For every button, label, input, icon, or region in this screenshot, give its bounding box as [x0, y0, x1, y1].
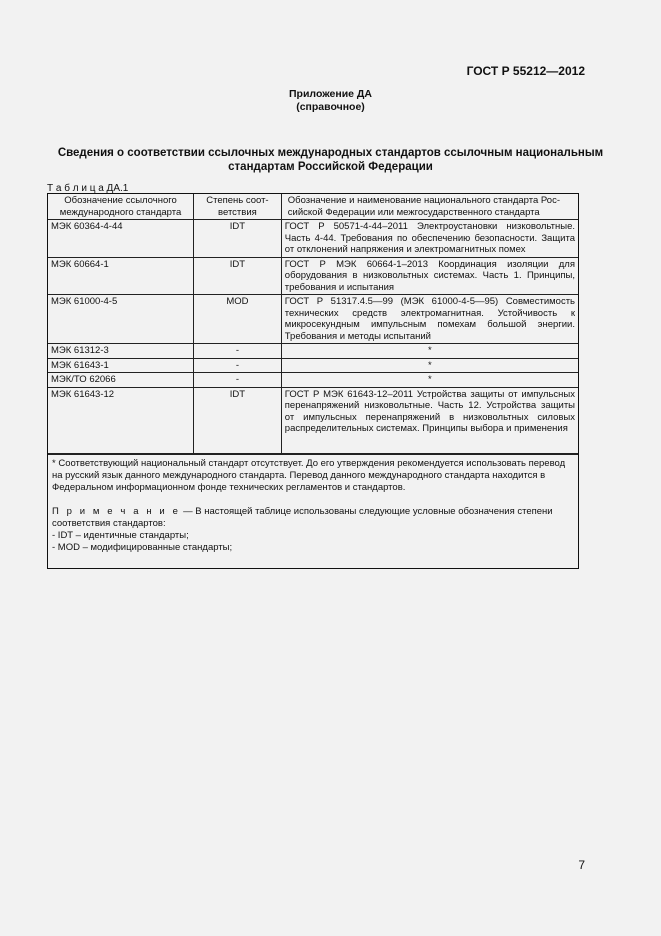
cell-degree: - — [194, 373, 282, 388]
table-row — [48, 358, 578, 373]
cell-degree: IDT — [194, 257, 282, 295]
table-row — [48, 295, 578, 344]
cell-degree: IDT — [194, 220, 282, 258]
section-title-line-2: стандартам Российской Федерации — [228, 161, 433, 173]
cell-national-standard: ГОСТ Р МЭК 61643-12–2011 Устройства защиты от импульсных перенапряжений низковольтные. Часть 12. Устройства защиты от импульсных перенапряжений в низковольтных силовых распределительных системах. Принципы выбора и применения — [281, 387, 578, 453]
cell-degree: - — [194, 358, 282, 373]
table-row — [48, 387, 578, 453]
cell-international-standard: МЭК 61643-1 — [48, 358, 194, 373]
note-label: П р и м е ч а н и е — [52, 505, 181, 517]
cell-national-standard: ГОСТ Р 51317.4.5—99 (МЭК 61000-4-5—95) Совместимость технических средств электромагнитная. Устойчивость к микросекундным импульсным помехам большой энергии. Требования и методы испытаний — [281, 295, 578, 344]
cell-national-standard: * — [281, 344, 578, 359]
cell-international-standard: МЭК 60364-4-44 — [48, 220, 194, 258]
note-item-idt: - IDT – идентичные стандарты; — [52, 529, 189, 541]
table-row — [48, 257, 578, 295]
appendix-subtitle: (справочное) — [296, 101, 365, 113]
footnote: * Соответствующий национальный стандарт отсутствует. До его утверждения рекомендуется использовать перевод на русский язык данного международного стандарта. Перевод данного международного стандарта находится в Федеральном информационном фонде технических регламентов и стандартов. — [52, 457, 566, 493]
header-international-standard: Обозначение ссылочного международного стандарта — [48, 194, 194, 220]
header-degree-of-conformity: Степень соот- ветствия — [194, 194, 282, 220]
appendix-title: Приложение ДА — [289, 88, 372, 100]
cell-international-standard: МЭК 61000-4-5 — [48, 295, 194, 344]
note-text: — В настоящей таблице использованы следующие условные обозначения степени соответствия стандартов: — [52, 505, 553, 529]
section-title — [40, 146, 621, 174]
header-national-standard: Обозначение и наименование национального стандарта Рос- сийской Федерации или межгосударственного стандарта — [281, 194, 578, 220]
table-row — [48, 373, 578, 388]
standards-table — [48, 194, 578, 454]
table-header-row — [48, 194, 578, 220]
table-notes — [48, 454, 578, 554]
note-item-mod: - MOD – модифицированные стандарты; — [52, 541, 233, 553]
document-code: ГОСТ Р 55212—2012 — [466, 64, 585, 78]
standards-table-frame — [47, 193, 579, 569]
section-title-line-1: Сведения о соответствии ссылочных международных стандартов ссылочным национальным — [57, 147, 604, 159]
note — [52, 506, 574, 530]
cell-international-standard: МЭК 60664-1 — [48, 257, 194, 295]
table-caption: Т а б л и ц а ДА.1 — [47, 183, 129, 194]
appendix-heading — [0, 88, 661, 114]
cell-national-standard: * — [281, 373, 578, 388]
cell-national-standard: ГОСТ Р 50571-4-44–2011 Электроустановки низковольтные. Часть 4-44. Требования по обеспечению безопасности. Защита от отклонений напряжения и электромагнитных помех — [281, 220, 578, 258]
cell-international-standard: МЭК 61643-12 — [48, 387, 194, 453]
cell-international-standard: МЭК/ТО 62066 — [48, 373, 194, 388]
page-number: 7 — [578, 858, 585, 872]
cell-degree: - — [194, 344, 282, 359]
cell-degree: IDT — [194, 387, 282, 453]
cell-international-standard: МЭК 61312-3 — [48, 344, 194, 359]
table-row — [48, 344, 578, 359]
table-row — [48, 220, 578, 258]
cell-degree: MOD — [194, 295, 282, 344]
cell-national-standard: ГОСТ Р МЭК 60664-1–2013 Координация изоляции для оборудования в низковольтных системах. Часть 1. Принципы, требования и испытания — [281, 257, 578, 295]
cell-national-standard: * — [281, 358, 578, 373]
